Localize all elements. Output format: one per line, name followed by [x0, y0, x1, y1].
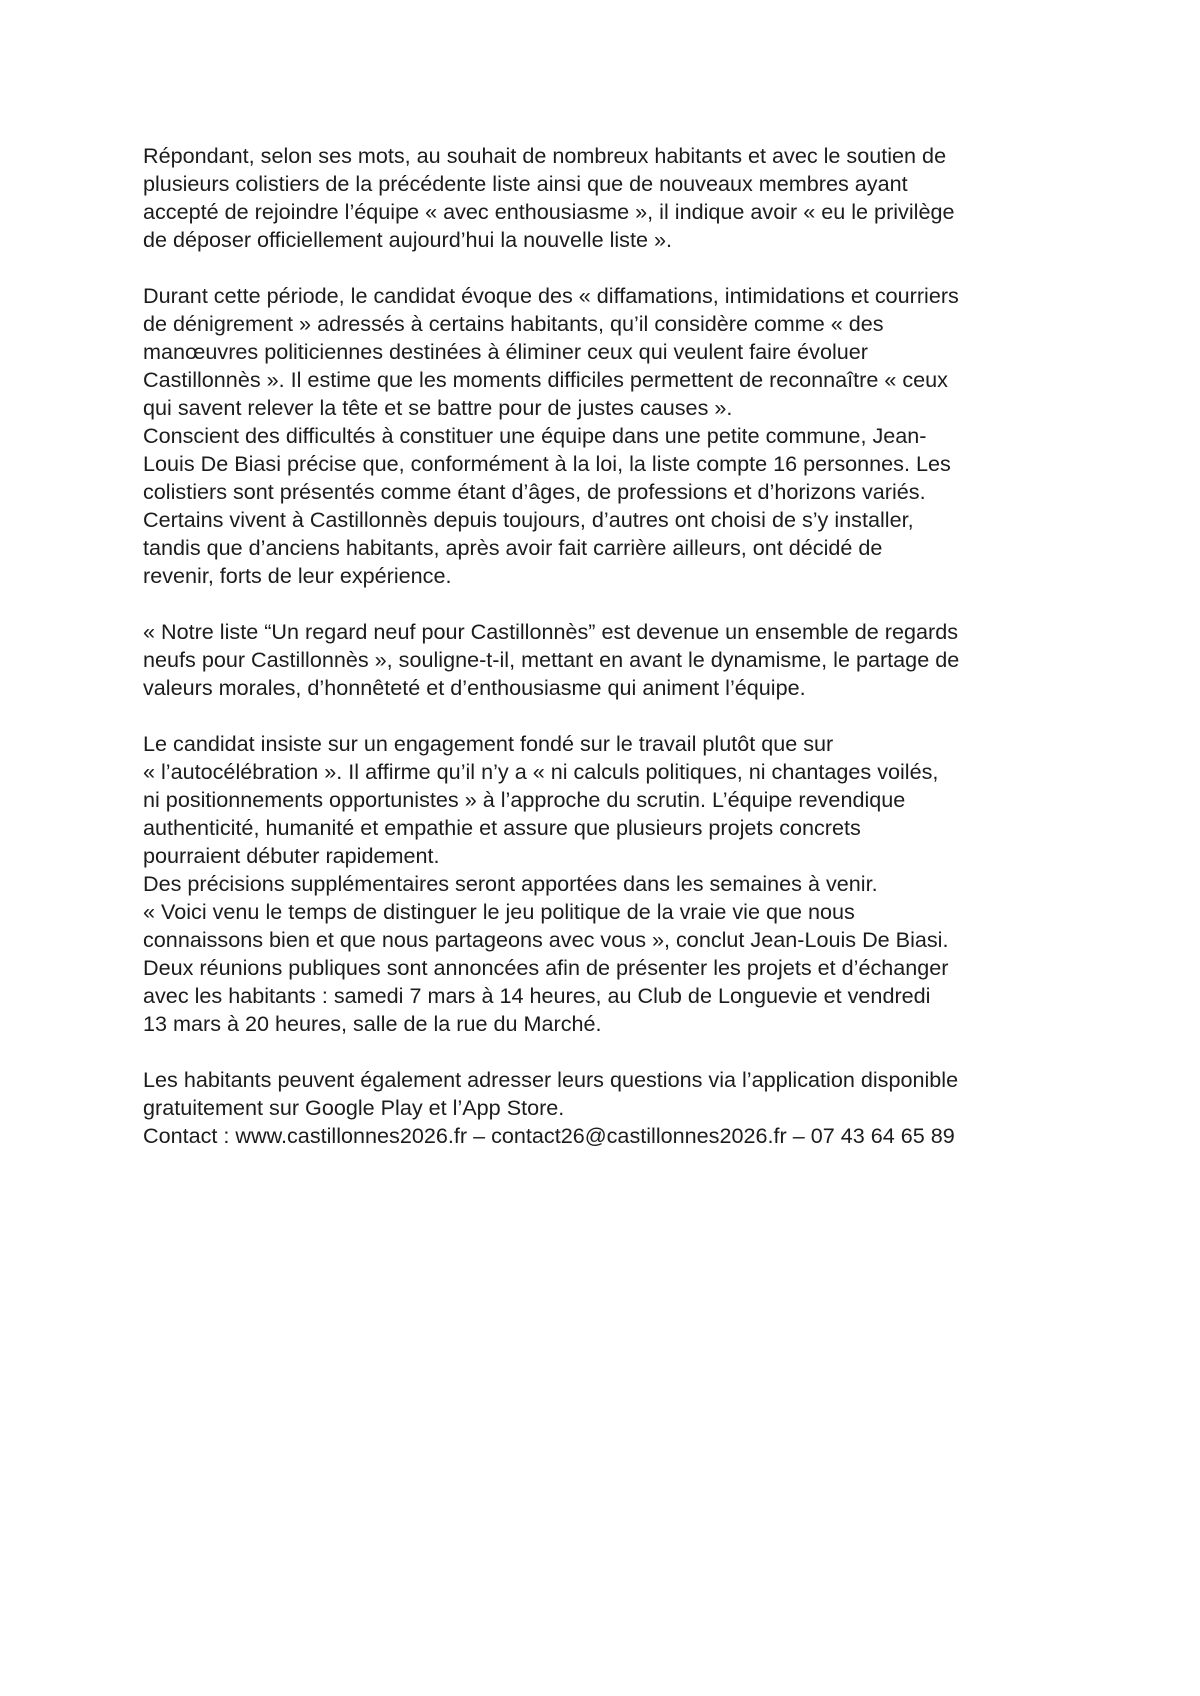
text-line: plusieurs colistiers de la précédente liste ainsi que de nouveaux membres ayant: [143, 171, 908, 196]
text-line: pourraient débuter rapidement.: [143, 843, 440, 868]
paragraph-list-quote: [143, 618, 1073, 702]
text-line: Conscient des difficultés à constituer une équipe dans une petite commune, Jean-: [143, 423, 927, 448]
text-line: authenticité, humanité et empathie et assure que plusieurs projets concrets: [143, 815, 861, 840]
text-line: « l’autocélébration ». Il affirme qu’il n’y a « ni calculs politiques, ni chantages voilés,: [143, 759, 939, 784]
paragraph-list-filing: [143, 142, 1073, 254]
article-body: [143, 142, 1073, 1150]
text-line: de déposer officiellement aujourd’hui la nouvelle liste ».: [143, 227, 672, 252]
paragraph-engagement-meetings: [143, 730, 1073, 1038]
paragraph-spacer: [143, 1038, 1073, 1066]
text-line: Deux réunions publiques sont annoncées afin de présenter les projets et d’échanger: [143, 955, 949, 980]
text-line: accepté de rejoindre l’équipe « avec enthousiasme », il indique avoir « eu le privilège: [143, 199, 955, 224]
paragraph-candidate-context: [143, 282, 1073, 590]
paragraph-contact: [143, 1066, 1073, 1150]
text-line: Certains vivent à Castillonnès depuis toujours, d’autres ont choisi de s’y installer,: [143, 507, 914, 532]
paragraph-spacer: [143, 590, 1073, 618]
text-line: gratuitement sur Google Play et l’App Store.: [143, 1095, 565, 1120]
text-line: tandis que d’anciens habitants, après avoir fait carrière ailleurs, ont décidé de: [143, 535, 883, 560]
text-line: Louis De Biasi précise que, conformément à la loi, la liste compte 16 personnes. Les: [143, 451, 951, 476]
text-line: avec les habitants : samedi 7 mars à 14 heures, au Club de Longuevie et vendredi: [143, 983, 931, 1008]
text-line: Répondant, selon ses mots, au souhait de nombreux habitants et avec le soutien de: [143, 143, 947, 168]
text-line: « Notre liste “Un regard neuf pour Castillonnès” est devenue un ensemble de regards: [143, 619, 959, 644]
contact-line: Contact : www.castillonnes2026.fr – contact26@castillonnes2026.fr – 07 43 64 65 89: [143, 1123, 955, 1148]
text-line: qui savent relever la tête et se battre pour de justes causes ».: [143, 395, 733, 420]
text-line: Les habitants peuvent également adresser leurs questions via l’application disponible: [143, 1067, 959, 1092]
paragraph-spacer: [143, 254, 1073, 282]
paragraph-spacer: [143, 702, 1073, 730]
text-line: neufs pour Castillonnès », souligne-t-il, mettant en avant le dynamisme, le partage de: [143, 647, 960, 672]
text-line: Castillonnès ». Il estime que les moments difficiles permettent de reconnaître « ceux: [143, 367, 948, 392]
text-line: revenir, forts de leur expérience.: [143, 563, 452, 588]
text-line: colistiers sont présentés comme étant d’âges, de professions et d’horizons variés.: [143, 479, 926, 504]
text-line: valeurs morales, d’honnêteté et d’enthousiasme qui animent l’équipe.: [143, 675, 806, 700]
text-line: Durant cette période, le candidat évoque des « diffamations, intimidations et courriers: [143, 283, 959, 308]
text-line: ni positionnements opportunistes » à l’approche du scrutin. L’équipe revendique: [143, 787, 906, 812]
text-line: manœuvres politiciennes destinées à éliminer ceux qui veulent faire évoluer: [143, 339, 868, 364]
text-line: Le candidat insiste sur un engagement fondé sur le travail plutôt que sur: [143, 731, 834, 756]
text-line: 13 mars à 20 heures, salle de la rue du Marché.: [143, 1011, 602, 1036]
text-line: de dénigrement » adressés à certains habitants, qu’il considère comme « des: [143, 311, 884, 336]
text-line: « Voici venu le temps de distinguer le jeu politique de la vraie vie que nous: [143, 899, 855, 924]
text-line: Des précisions supplémentaires seront apportées dans les semaines à venir.: [143, 871, 878, 896]
text-line: connaissons bien et que nous partageons avec vous », conclut Jean-Louis De Biasi.: [143, 927, 949, 952]
